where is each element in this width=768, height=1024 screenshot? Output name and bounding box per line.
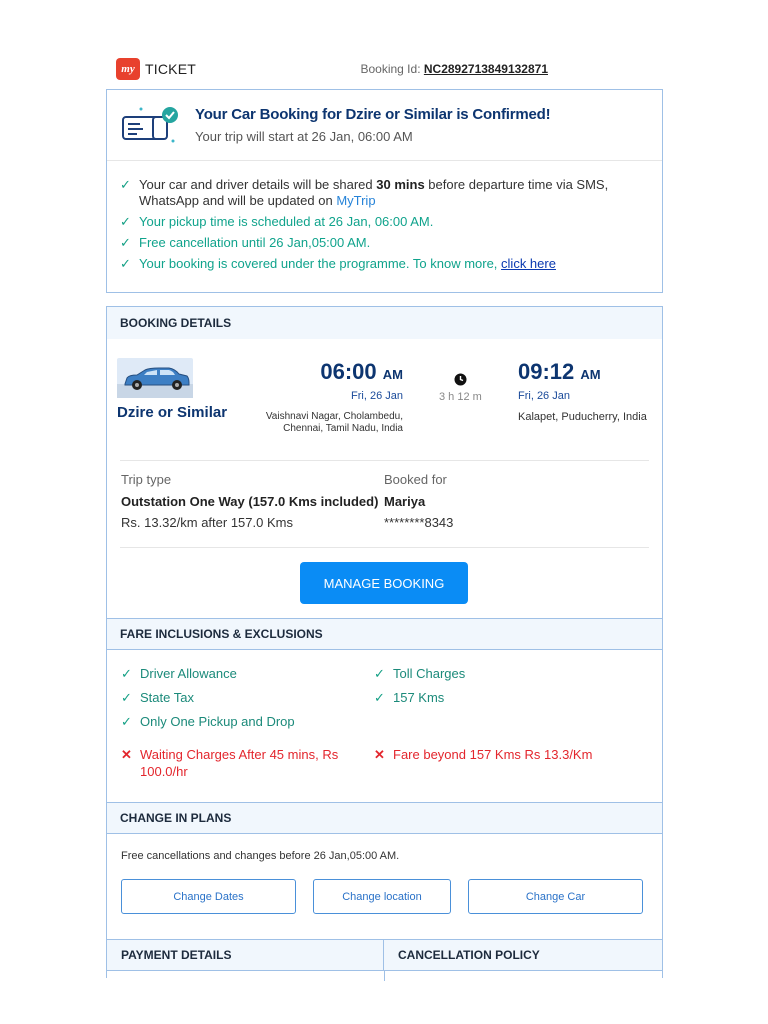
- arrival-time: [518, 359, 601, 385]
- trip-type-label: Trip type: [121, 472, 172, 487]
- inclusion-item: ✓ Driver Allowance: [121, 666, 237, 681]
- booking-id-value[interactable]: NC2892713849132871: [423, 62, 548, 76]
- plans-note: Free cancellations and changes before 26 Jan,05:00 AM.: [121, 850, 400, 862]
- booking-id: [360, 62, 548, 76]
- divider: [384, 971, 385, 981]
- brand-logo: [116, 58, 196, 80]
- booked-for-name: Mariya: [384, 494, 426, 509]
- note-bold: 30 mins: [376, 177, 425, 192]
- check-icon: ✓: [120, 177, 131, 192]
- booking-panel: [106, 306, 663, 978]
- fare-heading: FARE INCLUSIONS & EXCLUSIONS: [107, 618, 662, 650]
- inclusion-item: ✓ Toll Charges: [374, 666, 466, 681]
- check-icon: ✓: [121, 690, 132, 705]
- confirmation-card: [106, 89, 663, 293]
- cross-icon: ✕: [374, 747, 385, 762]
- booked-for-label: Booked for: [384, 472, 447, 487]
- booked-for-phone: ********8343: [384, 515, 454, 530]
- arrival-place: Kalapet, Puducherry, India: [518, 411, 647, 423]
- mytrip-link[interactable]: MyTrip: [336, 193, 376, 208]
- check-icon: ✓: [374, 690, 385, 705]
- check-icon: ✓: [120, 214, 131, 229]
- departure-time-value: 06:00: [320, 359, 377, 384]
- arrival-time-value: 09:12: [518, 359, 575, 384]
- departure-ampm: AM: [382, 367, 403, 382]
- note-programme: [120, 256, 650, 272]
- divider: [120, 460, 649, 461]
- divider: [120, 547, 649, 548]
- cross-icon: ✕: [121, 747, 132, 762]
- check-icon: ✓: [120, 235, 131, 250]
- inclusion-item: ✓ Only One Pickup and Drop: [121, 714, 295, 729]
- check-icon: ✓: [121, 666, 132, 681]
- cancellation-policy-heading: CANCELLATION POLICY: [384, 939, 662, 971]
- change-plans-heading: CHANGE IN PLANS: [107, 802, 662, 834]
- departure-time: [320, 359, 403, 385]
- check-icon: ✓: [121, 714, 132, 729]
- exclusion-item: ✕ Fare beyond 157 Kms Rs 13.3/Km: [374, 747, 593, 762]
- logo-text: TICKET: [145, 61, 196, 77]
- note-text: Your pickup time is scheduled at 26 Jan, 06:00 AM.: [139, 214, 434, 229]
- note-free-cancellation: [120, 235, 650, 251]
- manage-booking-button[interactable]: MANAGE BOOKING: [300, 562, 468, 604]
- car-icon: [117, 358, 193, 398]
- note-text: Your car and driver details will be shared: [139, 177, 377, 192]
- trip-type-value: Outstation One Way (157.0 Kms included): [121, 494, 379, 509]
- note-pickup-time: [120, 214, 650, 230]
- change-location-button[interactable]: Change location: [313, 879, 451, 914]
- car-ticket-icon: [121, 105, 183, 145]
- check-icon: ✓: [374, 666, 385, 681]
- trip-rate: Rs. 13.32/km after 157.0 Kms: [121, 515, 293, 530]
- email-header: [116, 58, 546, 82]
- arrival-date: Fri, 26 Jan: [518, 390, 570, 402]
- check-icon: ✓: [120, 256, 131, 271]
- car-name: Dzire or Similar: [117, 404, 228, 421]
- inclusion-item: ✓ State Tax: [121, 690, 194, 705]
- note-text: Your booking is covered under the programme. To know more,: [139, 256, 502, 271]
- clock-icon: [454, 373, 467, 386]
- note-text: before departure time via SMS, WhatsApp and will be updated on: [139, 177, 609, 208]
- exclusion-item: ✕ Waiting Charges After 45 mins, Rs 100.0/hr: [121, 747, 339, 779]
- payment-details-heading: PAYMENT DETAILS: [107, 939, 384, 971]
- inclusion-item: ✓ 157 Kms: [374, 690, 445, 705]
- departure-place: Vaishnavi Nagar, Cholambedu, Chennai, Tamil Nadu, India: [265, 411, 403, 434]
- change-dates-button[interactable]: Change Dates: [121, 879, 296, 914]
- click-here-link[interactable]: click here: [501, 256, 556, 271]
- arrival-ampm: AM: [580, 367, 601, 382]
- booking-details-heading: BOOKING DETAILS: [107, 307, 662, 339]
- booking-id-label: Booking Id:: [360, 62, 421, 76]
- trip-duration: 3 h 12 m: [439, 391, 482, 403]
- note-driver-details: [120, 177, 650, 209]
- departure-date: Fri, 26 Jan: [351, 390, 403, 402]
- change-car-button[interactable]: Change Car: [468, 879, 643, 914]
- divider: [107, 160, 662, 161]
- logo-mark: my: [116, 58, 140, 80]
- confirmation-notes: [120, 177, 650, 277]
- confirmation-subtitle: Your trip will start at 26 Jan, 06:00 AM: [195, 129, 413, 144]
- note-text: Free cancellation until 26 Jan,05:00 AM.: [139, 235, 371, 250]
- confirmation-title: Your Car Booking for Dzire or Similar is Confirmed!: [195, 106, 551, 123]
